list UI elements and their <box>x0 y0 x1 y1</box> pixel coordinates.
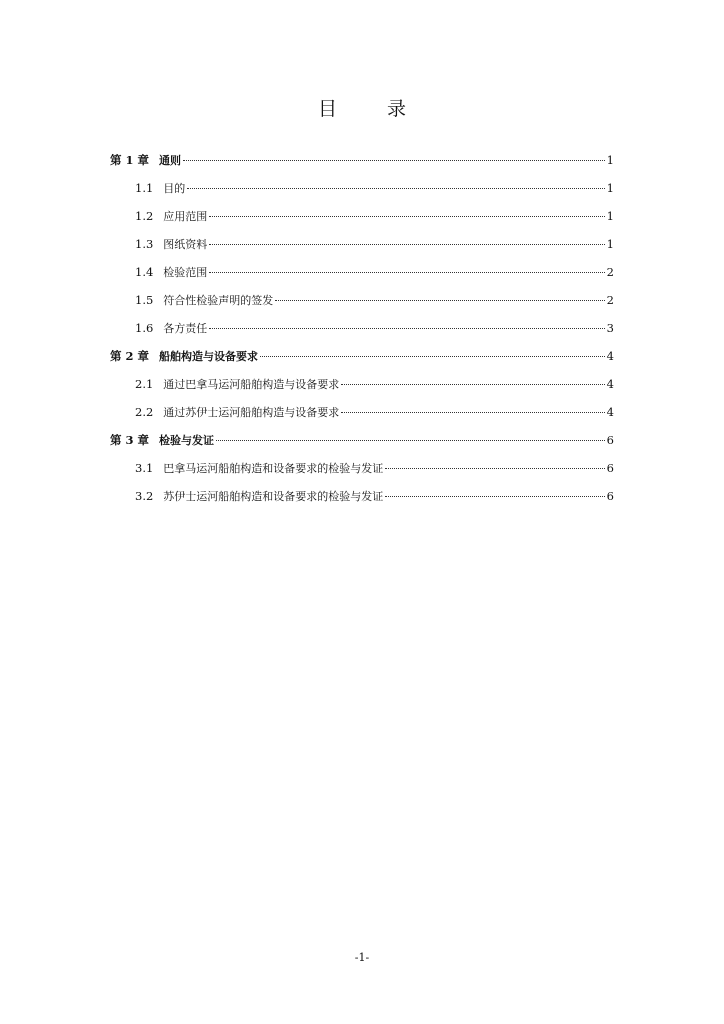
toc-dot-leader <box>275 300 604 301</box>
toc-entry-number: 1.4 <box>135 265 154 279</box>
toc-entry[interactable] <box>110 234 614 262</box>
toc-dot-leader <box>209 328 604 329</box>
toc-entry-title: 巴拿马运河船舶构造和设备要求的检验与发证 <box>163 462 384 475</box>
toc-entry-number: 1.3 <box>135 237 154 251</box>
toc-entry[interactable] <box>110 178 614 206</box>
toc-dot-leader <box>341 384 604 385</box>
toc-dot-leader <box>260 356 605 357</box>
toc-entry-number: 第 1 章 <box>110 153 150 167</box>
toc-entry[interactable] <box>110 430 614 458</box>
toc-entry-page: 3 <box>606 321 614 335</box>
toc-entry-number: 第 2 章 <box>110 349 150 363</box>
toc-entry[interactable] <box>110 346 614 374</box>
toc-entry[interactable] <box>110 290 614 318</box>
toc-entry-title: 检验范围 <box>163 266 208 279</box>
toc-entry-number: 1.5 <box>135 293 154 307</box>
toc-entry-page: 1 <box>606 181 614 195</box>
toc-dot-leader <box>209 244 604 245</box>
toc-entry-title: 各方责任 <box>163 322 208 335</box>
toc-entry[interactable] <box>110 150 614 178</box>
toc-entry-number: 3.1 <box>135 461 154 475</box>
toc-entry[interactable] <box>110 318 614 346</box>
toc-entry-number: 第 3 章 <box>110 433 150 447</box>
toc-entry[interactable] <box>110 374 614 402</box>
toc-dot-leader <box>183 160 605 161</box>
toc-entry-page: 1 <box>606 153 614 167</box>
toc-entry-page: 4 <box>606 349 614 363</box>
toc-list <box>110 150 614 514</box>
toc-entry-number: 1.6 <box>135 321 154 335</box>
toc-entry-page: 4 <box>606 377 614 391</box>
toc-entry-title: 目的 <box>163 182 186 195</box>
page-number: -1- <box>354 951 370 964</box>
toc-entry[interactable] <box>110 262 614 290</box>
toc-entry-title: 应用范围 <box>163 210 208 223</box>
toc-entry-title: 船舶构造与设备要求 <box>159 350 259 363</box>
toc-dot-leader <box>209 272 604 273</box>
toc-dot-leader <box>341 412 604 413</box>
toc-entry-title: 苏伊士运河船舶构造和设备要求的检验与发证 <box>163 490 384 503</box>
toc-dot-leader <box>385 468 604 469</box>
toc-entry-page: 1 <box>606 237 614 251</box>
toc-entry-title: 通则 <box>159 154 182 167</box>
toc-entry[interactable] <box>110 486 614 514</box>
toc-entry[interactable] <box>110 458 614 486</box>
toc-entry-title: 图纸资料 <box>163 238 208 251</box>
toc-entry-number: 2.2 <box>135 405 154 419</box>
toc-entry-page: 4 <box>606 405 614 419</box>
toc-entry-title: 通过苏伊士运河船舶构造与设备要求 <box>163 406 340 419</box>
toc-entry-page: 2 <box>606 265 614 279</box>
toc-entry-title: 通过巴拿马运河船舶构造与设备要求 <box>163 378 340 391</box>
toc-entry-number: 1.1 <box>135 181 154 195</box>
toc-dot-leader <box>209 216 604 217</box>
toc-entry-number: 1.2 <box>135 209 154 223</box>
toc-entry-page: 6 <box>606 461 614 475</box>
toc-entry[interactable] <box>110 402 614 430</box>
toc-entry[interactable] <box>110 206 614 234</box>
toc-entry-title: 符合性检验声明的签发 <box>163 294 274 307</box>
toc-entry-page: 1 <box>606 209 614 223</box>
toc-entry-page: 6 <box>606 489 614 503</box>
toc-entry-page: 6 <box>606 433 614 447</box>
toc-dot-leader <box>385 496 604 497</box>
toc-dot-leader <box>187 188 604 189</box>
toc-entry-title: 检验与发证 <box>159 434 215 447</box>
toc-entry-number: 2.1 <box>135 377 154 391</box>
toc-title: 目 录 <box>317 98 429 120</box>
toc-entry-number: 3.2 <box>135 489 154 503</box>
toc-dot-leader <box>216 440 605 441</box>
toc-entry-page: 2 <box>606 293 614 307</box>
